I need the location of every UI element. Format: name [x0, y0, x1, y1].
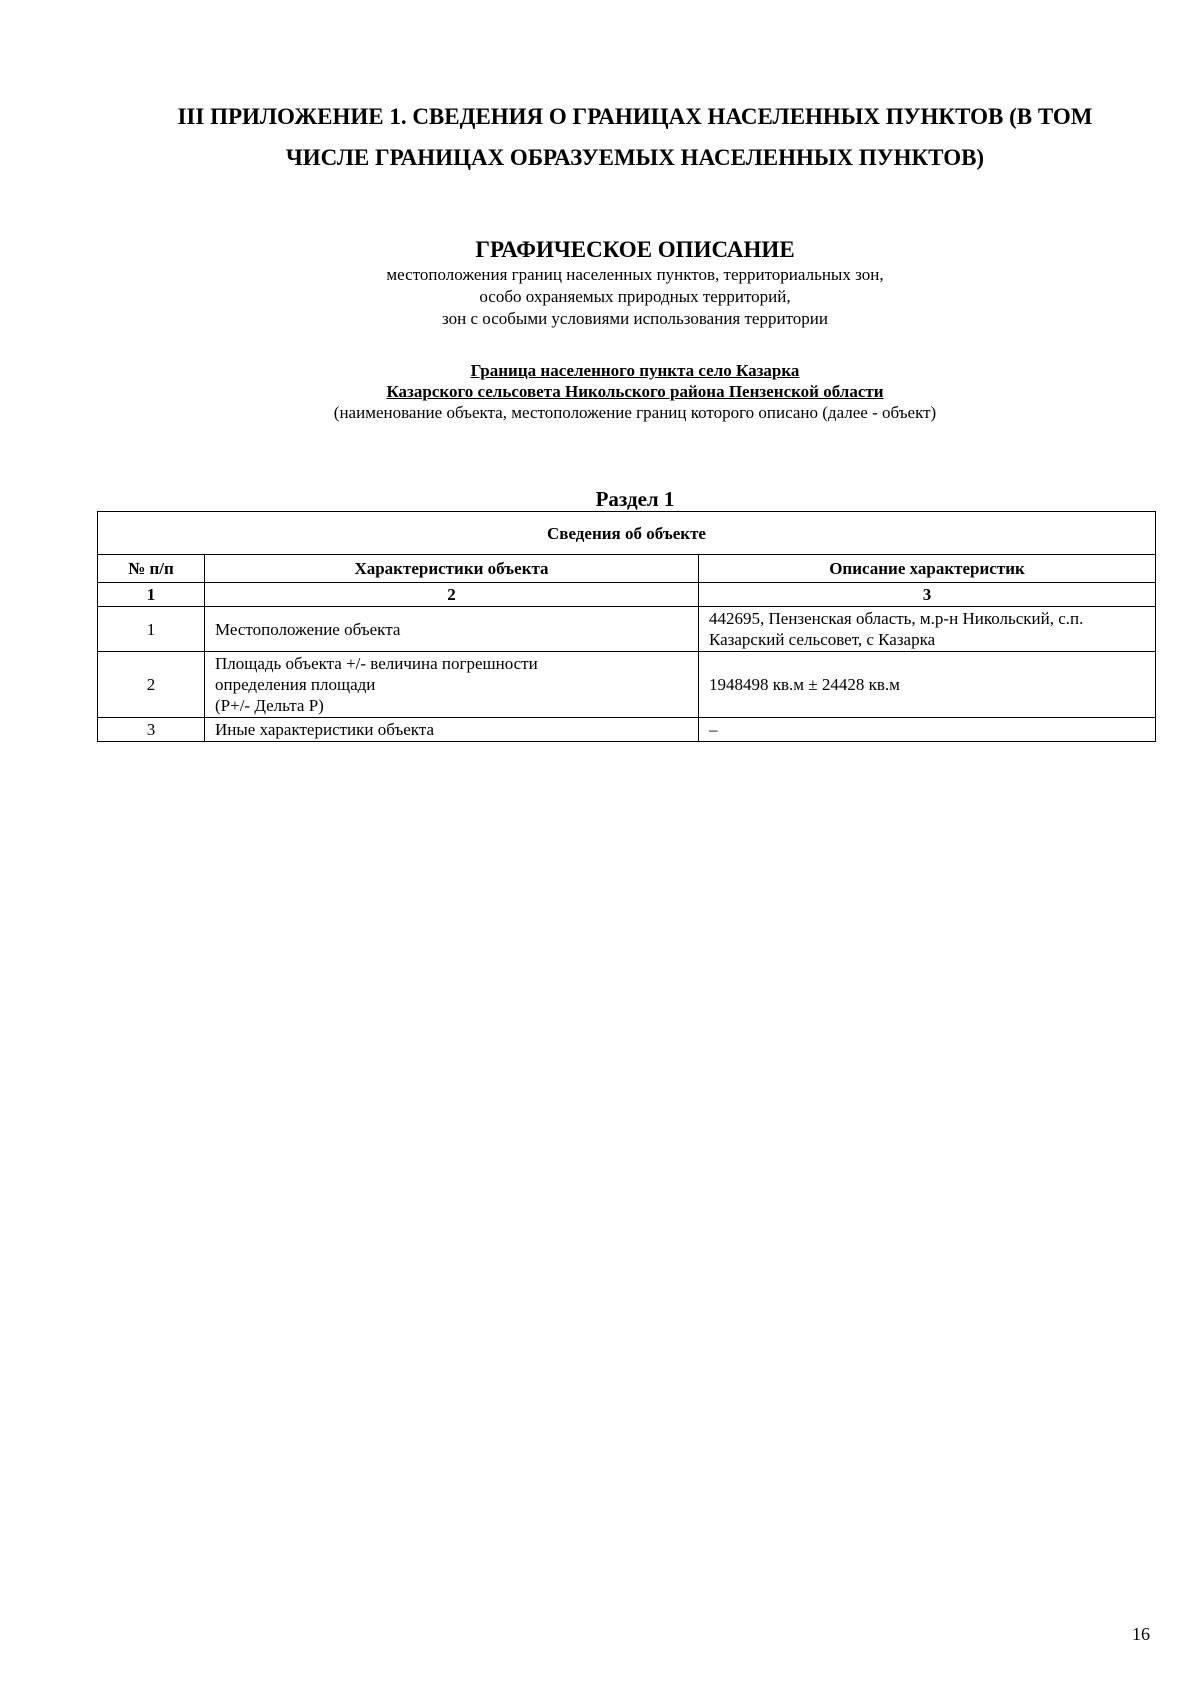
- object-name-line: Граница населенного пункта село Казарка: [470, 361, 800, 380]
- row-number: 3: [98, 718, 205, 742]
- subtitle-line: зон с особыми условиями использования территории: [442, 309, 828, 328]
- table-row: [98, 607, 1156, 652]
- subtitle-line: местоположения границ населенных пунктов, территориальных зон,: [386, 265, 884, 284]
- column-index: 2: [205, 583, 699, 607]
- description-line: Казарский сельсовет, с Казарка: [709, 630, 936, 649]
- object-name-line: Казарского сельсовета Никольского района Пензенской области: [386, 382, 884, 401]
- table-caption: Сведения об объекте: [98, 512, 1156, 555]
- characteristic-line: определения площади: [215, 675, 376, 694]
- page-heading: [100, 96, 1170, 178]
- row-characteristic: [205, 607, 699, 652]
- graphic-description-block: [100, 236, 1170, 330]
- column-header-number: № п/п: [98, 555, 205, 583]
- description-line: 1948498 кв.м ± 24428 кв.м: [709, 675, 900, 694]
- row-number: 2: [98, 652, 205, 718]
- page-number: 16: [1132, 1624, 1150, 1644]
- row-characteristic: [205, 718, 699, 742]
- subtitle-line: особо охраняемых природных территорий,: [479, 287, 791, 306]
- table-header-row: [98, 555, 1156, 583]
- column-index: 3: [699, 583, 1156, 607]
- row-description: [699, 718, 1156, 742]
- table-index-row: [98, 583, 1156, 607]
- section-title: Раздел 1: [595, 487, 675, 511]
- description-line: 442695, Пензенская область, м.р-н Никольский, с.п.: [709, 609, 1084, 628]
- column-header-characteristic: Характеристики объекта: [205, 555, 699, 583]
- table-row: [98, 718, 1156, 742]
- description-line: –: [709, 720, 718, 739]
- table-row: [98, 652, 1156, 718]
- characteristic-line: (P+/- Дельта P): [215, 696, 324, 715]
- row-description: [699, 652, 1156, 718]
- column-index: 1: [98, 583, 205, 607]
- column-header-description: Описание характеристик: [699, 555, 1156, 583]
- characteristic-line: Площадь объекта +/- величина погрешности: [215, 654, 538, 673]
- row-description: [699, 607, 1156, 652]
- object-info-table: [97, 511, 1156, 742]
- characteristic-line: Иные характеристики объекта: [215, 720, 435, 739]
- object-name: [100, 360, 1170, 402]
- page-heading-line: ЧИСЛЕ ГРАНИЦАХ ОБРАЗУЕМЫХ НАСЕЛЕННЫХ ПУНКТОВ): [285, 145, 985, 170]
- object-name-block: [100, 360, 1170, 424]
- row-characteristic: [205, 652, 699, 718]
- row-number: 1: [98, 607, 205, 652]
- page-heading-line: III ПРИЛОЖЕНИЕ 1. СВЕДЕНИЯ О ГРАНИЦАХ НАСЕЛЕННЫХ ПУНКТОВ (В ТОМ: [177, 104, 1093, 129]
- graphic-description-subtitle: [100, 264, 1170, 330]
- characteristic-line: Местоположение объекта: [215, 619, 401, 639]
- graphic-description-title: ГРАФИЧЕСКОЕ ОПИСАНИЕ: [475, 237, 795, 262]
- object-name-caption: (наименование объекта, местоположение границ которого описано (далее - объект): [333, 403, 937, 422]
- table-caption-row: [98, 512, 1156, 555]
